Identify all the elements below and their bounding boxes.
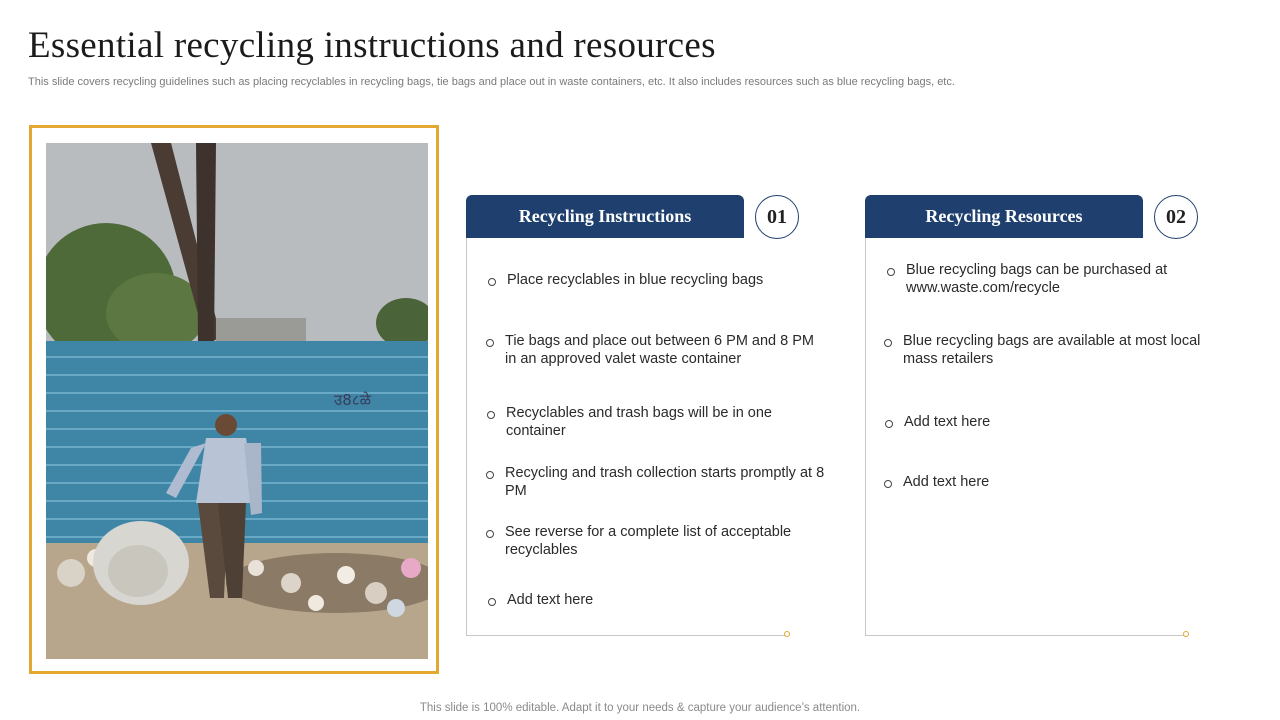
list-item bbox=[486, 464, 826, 500]
list-item-text: Add text here bbox=[507, 592, 594, 608]
list-item-text: See reverse for a complete list of acceptable recyclables bbox=[505, 524, 792, 558]
list-item bbox=[887, 261, 1187, 297]
bullet-icon bbox=[486, 530, 494, 538]
bullet-icon bbox=[887, 268, 895, 276]
list-item bbox=[486, 523, 806, 559]
list-item-text: Blue recycling bags are available at most local mass retailers bbox=[903, 333, 1201, 367]
card-corner-dot bbox=[1183, 631, 1189, 637]
list-item-text: Recyclables and trash bags will be in one container bbox=[506, 405, 772, 439]
wall-graffiti: उ8८ळे bbox=[334, 391, 371, 409]
list-item bbox=[488, 271, 828, 289]
card-header: Recycling Instructions bbox=[466, 195, 744, 238]
bullet-icon bbox=[488, 598, 496, 606]
list-item-text: Add text here bbox=[904, 414, 991, 430]
slide-footer: This slide is 100% editable. Adapt it to your needs & capture your audience’s attention. bbox=[419, 702, 861, 714]
list-item-text: Add text here bbox=[903, 474, 990, 490]
list-item bbox=[487, 404, 797, 440]
list-item bbox=[486, 332, 826, 368]
bullet-icon bbox=[486, 339, 494, 347]
bullet-icon bbox=[486, 471, 494, 479]
list-item bbox=[885, 413, 1225, 431]
slide-title: Essential recycling instructions and resources bbox=[28, 25, 716, 66]
card-number-badge: 02 bbox=[1154, 195, 1198, 239]
list-item bbox=[884, 473, 1224, 491]
bullet-icon bbox=[487, 411, 495, 419]
recycling-photo bbox=[46, 143, 428, 659]
card-corner-dot bbox=[784, 631, 790, 637]
list-item-text: Blue recycling bags can be purchased at www.waste.com/recycle bbox=[906, 262, 1168, 296]
bullet-icon bbox=[885, 420, 893, 428]
recycling-instructions-card bbox=[466, 195, 825, 637]
list-item-text: Recycling and trash collection starts promptly at 8 PM bbox=[505, 465, 825, 499]
bullet-icon bbox=[884, 339, 892, 347]
list-item-text: Tie bags and place out between 6 PM and 8 PM in an approved valet waste container bbox=[505, 333, 814, 367]
recycling-resources-card bbox=[865, 195, 1201, 637]
list-item bbox=[884, 332, 1214, 368]
list-item-text: Place recyclables in blue recycling bags bbox=[507, 272, 764, 288]
bullet-icon bbox=[884, 480, 892, 488]
card-header: Recycling Resources bbox=[865, 195, 1143, 238]
photo-frame bbox=[29, 125, 439, 674]
bullet-icon bbox=[488, 278, 496, 286]
card-number-badge: 01 bbox=[755, 195, 799, 239]
list-item bbox=[488, 591, 828, 609]
slide-subtitle: This slide covers recycling guidelines such as placing recyclables in recycling bags, tie bags and place out in waste containers, etc. It also includes resources such as blue recycling bags, etc. bbox=[28, 76, 955, 88]
